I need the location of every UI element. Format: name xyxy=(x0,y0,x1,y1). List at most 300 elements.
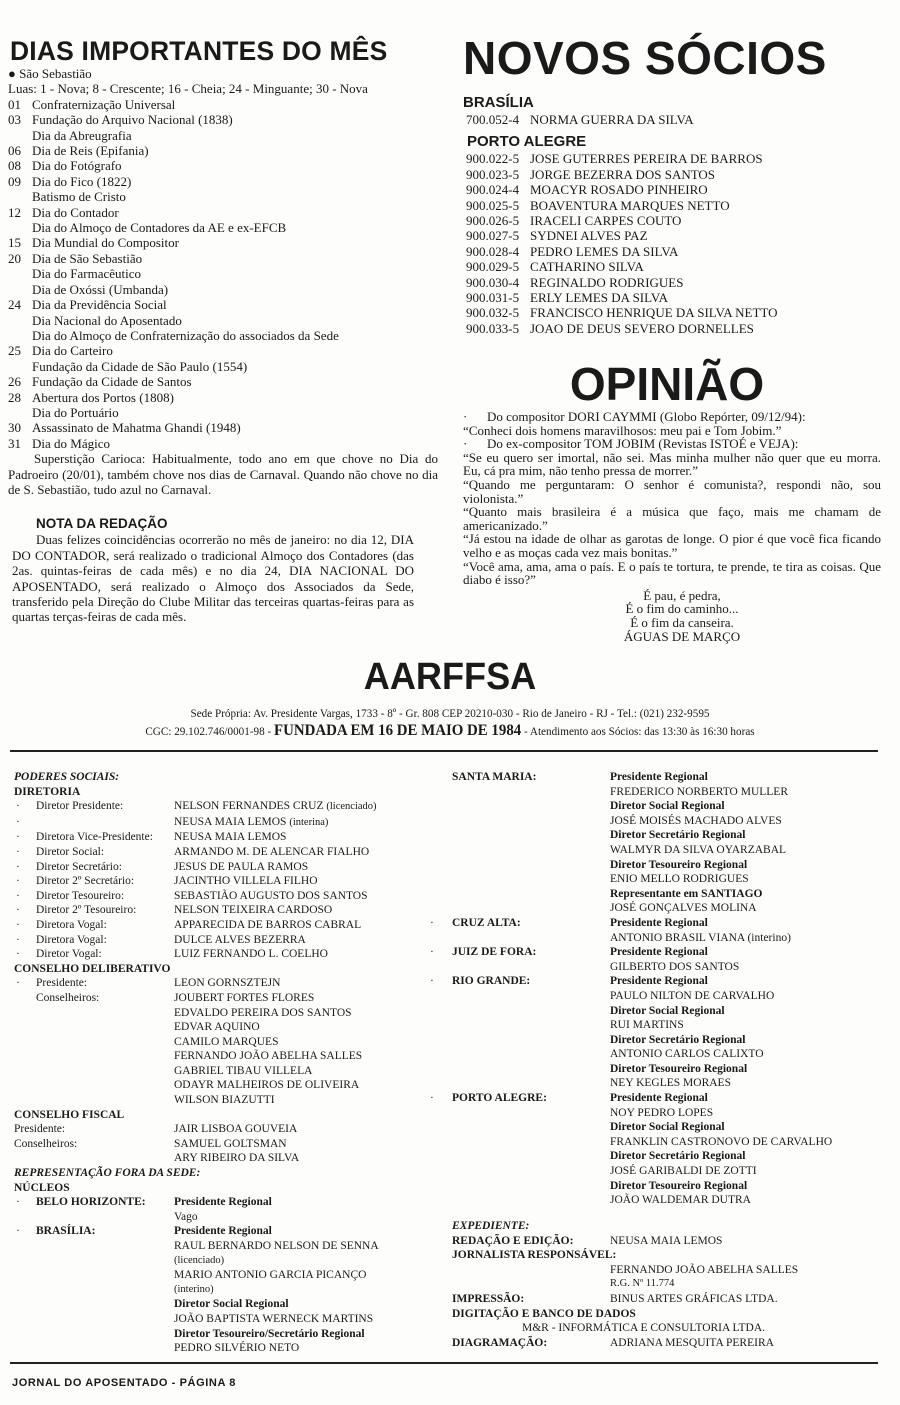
novos-socios-member xyxy=(463,290,893,305)
dia-text: Abertura dos Portos (1808) xyxy=(32,389,174,405)
bullet-dot: · xyxy=(16,860,20,873)
dia-number: 28 xyxy=(8,389,21,405)
dia-text: Fundação da Cidade de Santos xyxy=(32,374,192,390)
bullet-dot xyxy=(430,814,452,829)
nucleo-city xyxy=(452,1033,610,1048)
nucleo-row xyxy=(14,1268,434,1283)
nucleo-city xyxy=(36,1283,174,1298)
nucleo-city xyxy=(452,1076,610,1091)
novos-socios-member xyxy=(463,275,893,290)
dia-entry xyxy=(8,97,438,112)
novos-socios-member xyxy=(463,321,893,336)
nucleo-row xyxy=(14,1239,434,1254)
member-name: ERLY LEMES DA SILVA xyxy=(530,290,668,306)
bullet-dot: · xyxy=(16,889,20,902)
bullet-dot xyxy=(430,872,452,887)
bullet-dot xyxy=(430,1047,452,1062)
dia-number: 03 xyxy=(8,112,21,128)
bullet-dot xyxy=(430,1018,452,1033)
member-name: GABRIEL TIBAU VILLELA xyxy=(174,1064,313,1077)
dia-text: Assassinato de Mahatma Ghandi (1948) xyxy=(32,420,241,436)
nucleo-role: Presidente Regional xyxy=(610,975,708,988)
opiniao-verse xyxy=(483,589,881,643)
bullet-dot xyxy=(430,1033,452,1048)
bullet-dot xyxy=(430,770,452,785)
nucleo-row xyxy=(14,1327,434,1342)
novos-socios-member xyxy=(463,244,893,259)
bullet-dot: · xyxy=(16,1225,20,1238)
member-number: 900.030-4 xyxy=(466,274,520,290)
redacao-label: REDAÇÃO E EDIÇÃO: xyxy=(452,1234,574,1247)
member-note: (licenciado) xyxy=(326,801,377,813)
expediente-impressao xyxy=(452,1292,892,1307)
jornalista-value: FERNANDO JOÃO ABELHA SALLES xyxy=(610,1263,799,1276)
quote-text: “Quando me perguntaram: O senhor é comunista?, respondi não, sou violonista.” xyxy=(463,476,881,506)
nucleo-city xyxy=(452,1106,610,1121)
nucleo-city xyxy=(36,1341,174,1356)
bullet-dot: · xyxy=(16,948,20,961)
nucleo-city: RIO GRANDE: xyxy=(452,975,531,988)
dia-number: 25 xyxy=(8,343,21,359)
nucleo-row xyxy=(452,814,892,829)
diretoria-row xyxy=(14,889,434,904)
role-label xyxy=(36,1078,174,1093)
moon-phases: Luas: 1 - Nova; 8 - Crescente; 16 - Cheia; 24 - Minguante; 30 - Nova xyxy=(8,81,368,97)
cd-conselheiro-row xyxy=(14,1006,434,1021)
dia-text: Dia do Portuário xyxy=(32,404,119,420)
nucleo-row xyxy=(452,1047,892,1062)
diretoria-row xyxy=(14,860,434,875)
nucleo-row xyxy=(452,843,892,858)
member-number: 900.031-5 xyxy=(466,290,520,306)
nucleo-member: JOSÉ GARIBALDI DE ZOTTI xyxy=(610,1165,757,1178)
nucleo-role: Presidente Regional xyxy=(610,946,708,959)
supersticao-text: Superstição Carioca: Habitualmente, todo ano em que chove no Dia do Padroeiro (20/01), também chove nos dias de Carnaval. Quando não chove no dia de S. Sebastião, tudo azul no Carnaval. xyxy=(8,451,438,497)
conselho-fiscal-list xyxy=(14,1122,434,1166)
role-label: Conselheiros: xyxy=(14,1137,78,1150)
nucleo-role: Presidente Regional xyxy=(610,1092,708,1105)
bullet-dot: · xyxy=(16,977,20,990)
expediente-redacao xyxy=(452,1234,892,1249)
bullet-dot xyxy=(14,1283,36,1298)
diretoria-row xyxy=(14,933,434,948)
dia-number: 15 xyxy=(8,235,21,251)
org-hours: - Atendimento aos Sócios: das 13:30 às 16:30 horas xyxy=(523,724,755,738)
nucleo-role: Diretor Social Regional xyxy=(610,800,725,813)
spacer xyxy=(14,1049,36,1064)
dia-entry xyxy=(8,220,438,235)
dia-number: 08 xyxy=(8,158,21,174)
verse-line: É pau, é pedra, xyxy=(643,587,721,603)
bullet-icon: ● xyxy=(8,66,16,81)
dia-number: 20 xyxy=(8,250,21,266)
nucleo-city xyxy=(452,1047,610,1062)
dia-text: Dia do Contador xyxy=(32,204,119,220)
member-name: JOAO DE DEUS SEVERO DORNELLES xyxy=(530,320,754,336)
quote-text: “Quanto mais brasileira é a música que faço, mais me chamam de americanizado.” xyxy=(463,504,881,533)
expediente-section xyxy=(452,1219,892,1350)
member-name: BOAVENTURA MARQUES NETTO xyxy=(530,197,730,213)
member-name: APPARECIDA DE BARROS CABRAL xyxy=(174,918,362,931)
member-name: ARMANDO M. DE ALENCAR FIALHO xyxy=(174,845,370,858)
spacer xyxy=(14,1006,36,1021)
role-label xyxy=(36,1006,174,1021)
role-label: Diretora Vogal: xyxy=(36,918,107,931)
nucleo-city: BRASÍLIA: xyxy=(36,1225,96,1238)
member-number: 900.022-5 xyxy=(466,151,520,167)
conselho-fiscal-title: CONSELHO FISCAL xyxy=(14,1108,125,1121)
nucleos-right-list xyxy=(430,770,892,1208)
nucleos-right-section xyxy=(430,770,892,1208)
novos-socios-groups xyxy=(463,94,893,336)
nucleo-row xyxy=(452,770,892,785)
jornalista-rg: R.G. Nº 11.774 xyxy=(610,1278,675,1290)
dia-number: 31 xyxy=(8,435,21,451)
nucleo-row xyxy=(452,901,892,916)
quote-source: · Do compositor DORI CAYMMI (Globo Repórter, 09/12/94): xyxy=(463,410,881,424)
dia-entry xyxy=(8,328,438,343)
nucleo-city xyxy=(452,1004,610,1019)
nucleo-city xyxy=(36,1312,174,1327)
quote-text: “Você ama, ama, ama o país. E o país te tortura, te prende, te tira as coisas. Que diabo é isso?” xyxy=(463,558,881,588)
dia-text: Dia do Almoço de Contadores da AE e ex-EFCB xyxy=(32,220,287,236)
quote-source: · Do ex-compositor TOM JOBIM (Revistas ISTOÉ e VEJA): xyxy=(463,437,881,451)
bullet-dot xyxy=(14,1254,36,1269)
dia-entry xyxy=(8,266,438,281)
nucleo-role: Presidente Regional xyxy=(610,916,708,929)
diagramacao-label: DIAGRAMAÇÃO: xyxy=(452,1336,548,1349)
nucleo-member: JOSÉ MOISÉS MACHADO ALVES xyxy=(610,814,782,827)
member-name: CAMILO MARQUES xyxy=(174,1035,279,1048)
cf-conselheiro-row xyxy=(14,1151,434,1166)
dia-entry xyxy=(8,282,438,297)
member-name: JESUS DE PAULA RAMOS xyxy=(174,860,309,873)
nucleo-row xyxy=(452,1004,892,1019)
bullet-dot xyxy=(430,1135,452,1150)
bullet-dot xyxy=(430,1164,452,1179)
bullet-dot: · xyxy=(16,831,20,844)
member-number: 900.025-5 xyxy=(466,197,520,213)
org-name: AARFFSA xyxy=(363,656,537,698)
member-name: SEBASTIÃO AUGUSTO DOS SANTOS xyxy=(174,889,368,902)
nucleo-city: CRUZ ALTA: xyxy=(452,916,521,929)
dia-text: Dia de Reis (Epifania) xyxy=(32,143,149,159)
verse-line: É o fim do caminho... xyxy=(625,601,739,617)
member-name: EDVAR AQUINO xyxy=(174,1021,260,1034)
novos-socios-member xyxy=(463,305,893,320)
role-label: Diretor Tesoureiro: xyxy=(36,889,125,902)
bullet-dot xyxy=(430,799,452,814)
nucleo-row xyxy=(452,1179,892,1194)
jornalista-label: JORNALISTA RESPONSÁVEL: xyxy=(452,1249,617,1262)
member-name: SAMUEL GOLTSMAN xyxy=(174,1137,287,1150)
nucleo-city: JUIZ DE FORA: xyxy=(452,946,537,959)
nucleo-member: JOSÉ GONÇALVES MOLINA xyxy=(610,902,757,915)
nucleo-role: Diretor Secretário Regional xyxy=(610,829,746,842)
nucleo-row xyxy=(452,828,892,843)
nucleo-member: JOÃO BAPTISTA WERNECK MARTINS xyxy=(174,1312,374,1325)
divider-top xyxy=(10,750,878,752)
nucleo-row xyxy=(430,945,892,960)
bullet-dot xyxy=(430,1193,452,1208)
member-name: JOSE GUTERRES PEREIRA DE BARROS xyxy=(530,151,763,167)
bullet-dot xyxy=(430,989,452,1004)
cd-conselheiro-row xyxy=(14,1093,434,1108)
role-label: Presidente: xyxy=(36,977,88,990)
bullet-dot: · xyxy=(16,815,20,828)
bullet-dot xyxy=(430,858,452,873)
quote-text: “Se eu quero ser imortal, não sei. Mas minha mulher não quer que eu morra. Eu, cá pra mim, não tenho pressa de morrer.” xyxy=(463,449,881,479)
cd-conselheiro-row xyxy=(14,1035,434,1050)
nucleo-role: Diretor Social Regional xyxy=(610,1004,725,1017)
dia-text: Dia de São Sebastião xyxy=(32,250,143,266)
novos-socios-member xyxy=(463,259,893,274)
nucleo-row xyxy=(452,931,892,946)
dia-entry xyxy=(8,343,438,358)
bullet-dot xyxy=(430,1004,452,1019)
bullet-dot xyxy=(430,828,452,843)
bullet-dot: · xyxy=(16,904,20,917)
nucleo-member: PEDRO SILVÉRIO NETO xyxy=(174,1342,300,1355)
dia-entry xyxy=(8,128,438,143)
nucleos-title: NÚCLEOS xyxy=(14,1181,70,1194)
nucleo-member: GILBERTO DOS SANTOS xyxy=(610,960,740,973)
dia-number: 24 xyxy=(8,297,21,313)
dias-importantes-section xyxy=(8,36,438,497)
novos-socios-section xyxy=(463,32,893,336)
nucleo-row xyxy=(452,1135,892,1150)
member-name: JACINTHO VILLELA FILHO xyxy=(174,875,318,888)
member-name: JORGE BEZERRA DOS SANTOS xyxy=(530,166,716,182)
bullet-dot xyxy=(430,785,452,800)
dia-entry xyxy=(8,390,438,405)
nucleo-city xyxy=(452,1179,610,1194)
member-number: 900.027-5 xyxy=(466,228,520,244)
dia-text: Dia do Fico (1822) xyxy=(32,173,132,189)
role-label xyxy=(36,815,174,831)
diretoria-row xyxy=(14,874,434,889)
member-number: 900.024-4 xyxy=(466,182,520,198)
novos-socios-member xyxy=(463,182,893,197)
dia-entry xyxy=(8,297,438,312)
member-number: 700.052-4 xyxy=(466,112,520,127)
nucleo-city xyxy=(452,814,610,829)
bullet-dot xyxy=(430,960,452,975)
member-number: 900.023-5 xyxy=(466,166,520,182)
diagramacao-value: ADRIANA MESQUITA PEREIRA xyxy=(610,1336,774,1349)
bullet-dot xyxy=(430,1149,452,1164)
member-number: 900.029-5 xyxy=(466,259,520,275)
nucleo-city xyxy=(452,901,610,916)
nucleo-member: PAULO NILTON DE CARVALHO xyxy=(610,989,775,1002)
nucleo-city xyxy=(452,785,610,800)
novos-socios-city: BRASÍLIA xyxy=(463,94,534,111)
opiniao-title: OPINIÃO xyxy=(569,358,765,410)
nucleo-city xyxy=(452,1164,610,1179)
dia-number: 12 xyxy=(8,204,21,220)
bullet-dot: · xyxy=(16,800,20,813)
cd-presidente-row xyxy=(14,976,434,991)
nucleo-row xyxy=(452,1149,892,1164)
nucleo-role: Diretor Secretário Regional xyxy=(610,1033,746,1046)
dia-text: Fundação do Arquivo Nacional (1838) xyxy=(32,112,233,128)
role-label: Diretora Vogal: xyxy=(36,933,107,946)
role-label xyxy=(36,1035,174,1050)
member-number: 900.033-5 xyxy=(466,320,520,336)
dia-entry xyxy=(8,313,438,328)
nota-redacao-section xyxy=(12,516,414,625)
nucleo-city xyxy=(452,843,610,858)
member-name: JAIR LISBOA GOUVEIA xyxy=(174,1123,298,1136)
role-label: Diretor Secretário: xyxy=(36,860,122,873)
dia-text: Dia do Carteiro xyxy=(32,343,113,359)
org-founded: FUNDADA EM 16 DE MAIO DE 1984 xyxy=(274,722,522,739)
spacer xyxy=(14,1035,36,1050)
nucleo-row xyxy=(452,960,892,975)
bullet-dot xyxy=(14,1239,36,1254)
role-label xyxy=(36,1020,174,1035)
nucleo-row xyxy=(452,1193,892,1208)
nucleo-city xyxy=(452,887,610,902)
nucleo-member: NEY KEGLES MORAES xyxy=(610,1077,731,1090)
novos-socios-member xyxy=(463,213,893,228)
bullet-dot xyxy=(430,1076,452,1091)
nucleo-member: WALMYR DA SILVA OYARZABAL xyxy=(610,843,787,856)
nucleo-city xyxy=(36,1297,174,1312)
bullet-dot xyxy=(14,1297,36,1312)
nucleo-role: Presidente Regional xyxy=(610,771,708,783)
role-label: Diretor Presidente: xyxy=(36,800,124,813)
quote-text: “Conheci dois homens maravilhosos: meu pai e Tom Jobim.” xyxy=(463,422,782,438)
nucleo-city xyxy=(452,960,610,975)
expediente-title: EXPEDIENTE: xyxy=(452,1220,530,1232)
dia-text: Dia Mundial do Compositor xyxy=(32,235,179,251)
cd-conselheiro-row xyxy=(14,991,434,1006)
bullet-dot xyxy=(14,1341,36,1356)
bullet-dot: · xyxy=(430,1092,434,1105)
nucleo-row xyxy=(452,1062,892,1077)
expediente-diagramacao xyxy=(452,1336,892,1351)
dia-entry xyxy=(8,143,438,158)
nucleo-row xyxy=(430,1091,892,1106)
member-number: 900.026-5 xyxy=(466,213,520,229)
bullet-dot: · xyxy=(16,918,20,931)
role-label xyxy=(14,1151,174,1166)
member-name: WILSON BIAZUTTI xyxy=(174,1094,275,1107)
novos-socios-member xyxy=(463,112,893,127)
dia-text: Dia do Almoço de Confraternização do associados da Sede xyxy=(32,327,339,343)
dia-entry xyxy=(8,189,438,204)
novos-socios-member xyxy=(463,228,893,243)
conselho-deliberativo-title: CONSELHO DELIBERATIVO xyxy=(14,962,171,975)
dia-entry xyxy=(8,112,438,127)
novos-socios-city: PORTO ALEGRE xyxy=(467,133,587,151)
org-info-line xyxy=(32,721,869,741)
patron-saint-line xyxy=(8,66,438,81)
bullet-dot xyxy=(430,887,452,902)
nucleo-row xyxy=(14,1283,434,1298)
member-number: 900.032-5 xyxy=(466,305,520,321)
member-number: 900.028-4 xyxy=(466,243,520,259)
diretoria-row xyxy=(14,947,434,962)
bullet-dot: · xyxy=(430,975,434,988)
spacer xyxy=(14,1020,36,1035)
quote-text: “Já estou na idade de olhar as garotas de longe. O pior é que você fica ficando velho e as moças cada vez mais bonitas.” xyxy=(463,531,881,560)
nucleo-row xyxy=(14,1297,434,1312)
diretoria-row xyxy=(14,903,434,918)
spacer xyxy=(14,1064,36,1079)
nucleo-city xyxy=(36,1254,174,1269)
bullet-dot xyxy=(430,931,452,946)
nucleo-row xyxy=(452,1018,892,1033)
representacao-title: REPRESENTAÇÃO FORA DA SEDE: xyxy=(14,1167,201,1180)
dia-number: 26 xyxy=(8,374,21,390)
dia-text: Confraternização Universal xyxy=(32,96,176,112)
nucleo-city xyxy=(452,1193,610,1208)
nucleo-city xyxy=(452,1135,610,1150)
diretoria-list xyxy=(14,799,434,962)
nucleo-row xyxy=(452,872,892,887)
nucleo-city xyxy=(452,799,610,814)
nucleo-city xyxy=(452,1018,610,1033)
role-label: Diretor Vogal: xyxy=(36,948,102,961)
bullet-dot: · xyxy=(16,933,20,946)
bullet-dot: · xyxy=(16,1196,20,1209)
nucleo-member: FREDERICO NORBERTO MULLER xyxy=(610,785,788,798)
bullet-dot xyxy=(430,901,452,916)
nucleo-city xyxy=(36,1327,174,1342)
diretoria-row xyxy=(14,918,434,933)
impressao-label: IMPRESSÃO: xyxy=(452,1292,525,1305)
member-name: MOACYR ROSADO PINHEIRO xyxy=(530,182,708,198)
nucleo-member: (licenciado) xyxy=(174,1254,225,1266)
member-name: JOUBERT FORTES FLORES xyxy=(174,991,315,1004)
bullet-dot xyxy=(430,1179,452,1194)
member-name: NEUSA MAIA LEMOS xyxy=(174,831,287,844)
member-name: DULCE ALVES BEZERRA xyxy=(174,933,306,946)
dia-text: Fundação da Cidade de São Paulo (1554) xyxy=(32,358,248,374)
novos-socios-member xyxy=(463,167,893,182)
diretoria-row xyxy=(14,845,434,860)
nucleo-row xyxy=(14,1254,434,1269)
novos-socios-member xyxy=(463,198,893,213)
nucleo-role: Diretor Tesoureiro Regional xyxy=(610,1062,748,1075)
dia-entry xyxy=(8,205,438,220)
bullet-dot xyxy=(430,1062,452,1077)
nucleo-city xyxy=(452,931,610,946)
opiniao-section xyxy=(463,358,881,643)
dia-entry xyxy=(8,158,438,173)
nucleo-member: RUI MARTINS xyxy=(610,1019,684,1032)
member-name: NELSON TEIXEIRA CARDOSO xyxy=(174,904,333,917)
member-name: ODAYR MALHEIROS DE OLIVEIRA xyxy=(174,1079,360,1092)
nucleo-city xyxy=(36,1210,174,1225)
dias-importantes-title: DIAS IMPORTANTES DO MÊS xyxy=(10,36,388,66)
cd-conselheiro-row xyxy=(14,1020,434,1035)
nota-redacao-title: NOTA DA REDAÇÃO xyxy=(36,516,168,531)
nucleo-member: RAUL BERNARDO NELSON DE SENNA xyxy=(174,1240,379,1252)
nucleo-city xyxy=(36,1268,174,1283)
dia-entry xyxy=(8,174,438,189)
impressao-value: BINUS ARTES GRÁFICAS LTDA. xyxy=(610,1292,778,1305)
spacer xyxy=(14,991,36,1006)
supersticao xyxy=(8,451,438,497)
role-label: Conselheiros: xyxy=(36,991,100,1004)
role-label: Diretora Vice-Presidente: xyxy=(36,831,153,844)
bullet-dot xyxy=(14,1268,36,1283)
dia-text: Dia do Mágico xyxy=(32,435,110,451)
member-name: PEDRO LEMES DA SILVA xyxy=(530,243,679,259)
